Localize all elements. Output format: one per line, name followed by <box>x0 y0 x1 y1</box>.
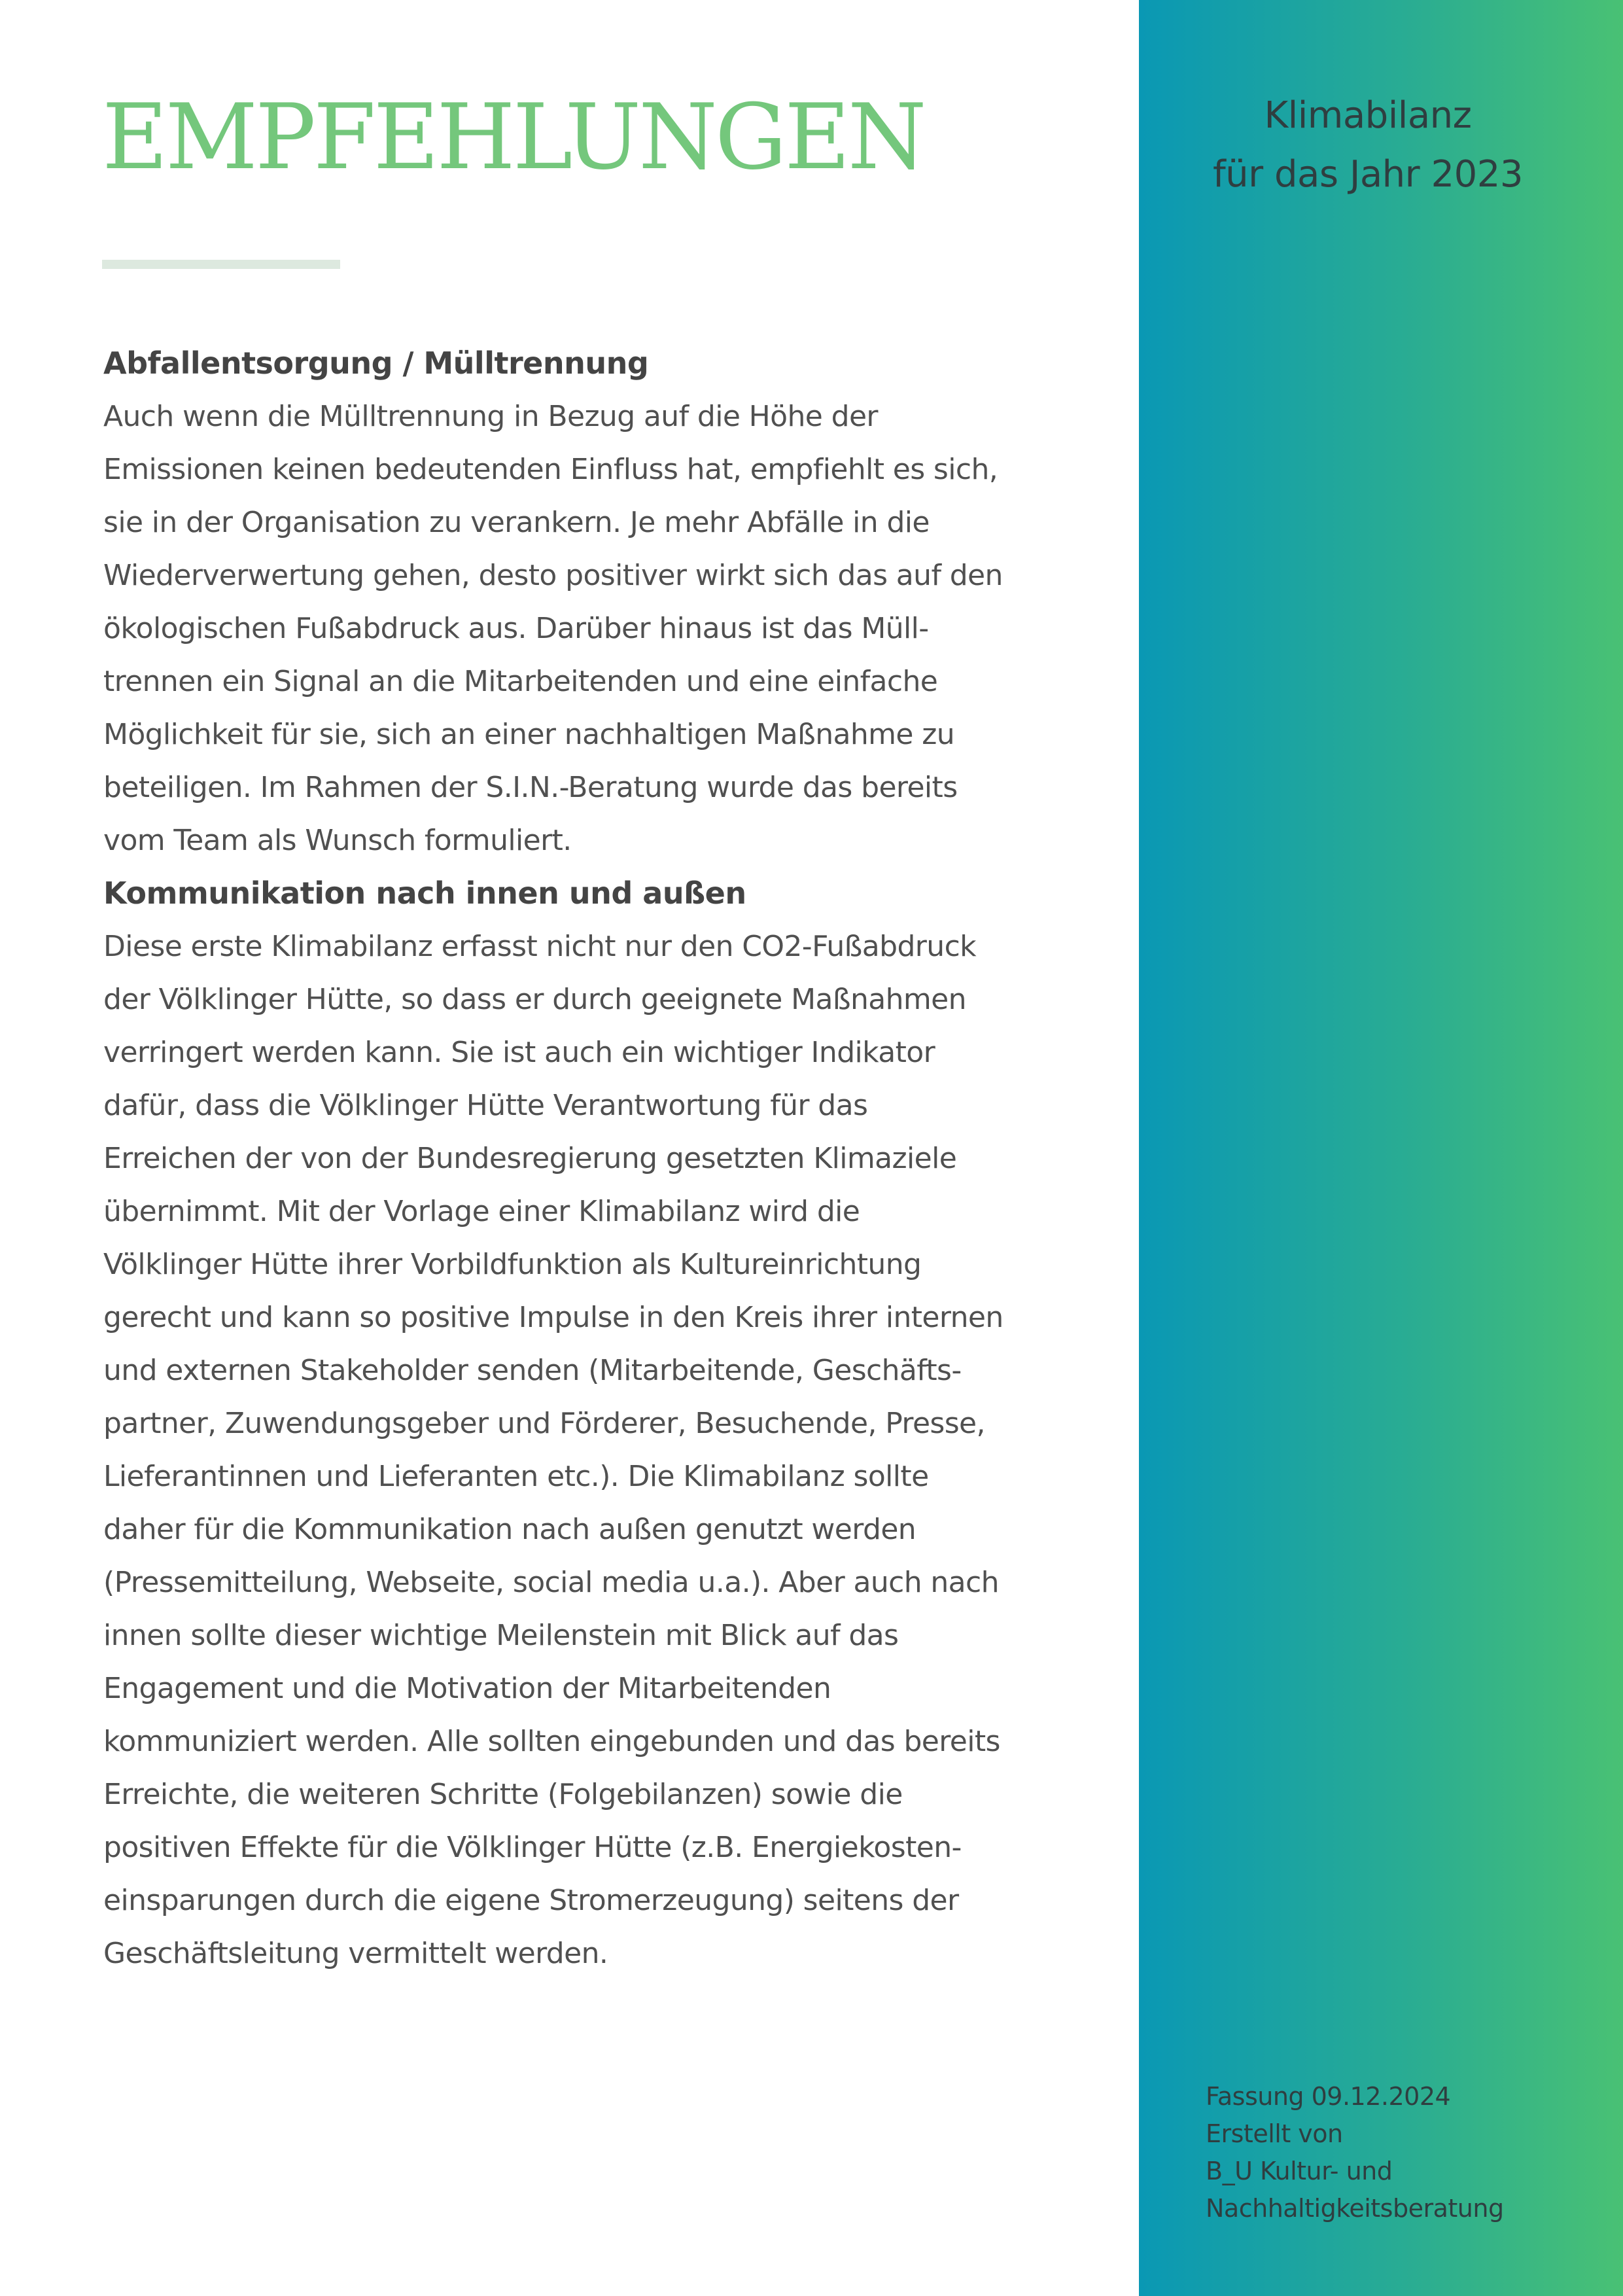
document-title-line: für das Jahr 2023 <box>1212 153 1524 196</box>
body-line: Geschäftsleitung vermittelt werden. <box>103 1937 608 1970</box>
body-line: Erreichen der von der Bundesregierung gesetzten Klimaziele <box>103 1142 957 1175</box>
body-line: Emissionen keinen bedeutenden Einfluss hat, empfiehlt es sich, <box>103 453 998 486</box>
body-line: Möglichkeit für sie, sich an einer nachhaltigen Maßnahme zu <box>103 718 955 751</box>
title-underline <box>102 260 340 269</box>
section-body <box>103 920 1111 1980</box>
body-line: innen sollte dieser wichtige Meilenstein mit Blick auf das <box>103 1619 899 1652</box>
page-title: EMPFEHLUNGEN <box>102 84 924 190</box>
body-line: trennen ein Signal an die Mitarbeitenden und eine einfache <box>103 665 938 698</box>
body-line: sie in der Organisation zu verankern. Je mehr Abfälle in die <box>103 506 930 539</box>
section-communication <box>103 867 1111 1980</box>
document-title-line: Klimabilanz <box>1264 94 1472 137</box>
body-line: positiven Effekte für die Völklinger Hütte (z.B. Energiekosten- <box>103 1831 962 1864</box>
body-line: einsparungen durch die eigene Stromerzeugung) seitens der <box>103 1884 959 1917</box>
section-heading: Kommunikation nach innen und außen <box>103 875 746 911</box>
document-title <box>1139 86 1597 204</box>
document-meta <box>1206 2078 1504 2227</box>
created-by-label: Erstellt von <box>1206 2119 1343 2148</box>
body-line: Erreichte, die weiteren Schritte (Folgebilanzen) sowie die <box>103 1778 903 1811</box>
author-line: B_U Kultur- und <box>1206 2157 1393 2185</box>
body-line: ökologischen Fußabdruck aus. Darüber hinaus ist das Müll- <box>103 612 929 645</box>
sidebar <box>1139 0 1623 2296</box>
body-line: verringert werden kann. Sie ist auch ein wichtiger Indikator <box>103 1036 935 1069</box>
body-line: der Völklinger Hütte, so dass er durch geeignete Maßnahmen <box>103 983 966 1016</box>
body-line: Lieferantinnen und Lieferanten etc.). Die Klimabilanz sollte <box>103 1460 929 1493</box>
section-body <box>103 390 1111 867</box>
body-line: Engagement und die Motivation der Mitarbeitenden <box>103 1672 831 1705</box>
author-line: Nachhaltigkeitsberatung <box>1206 2194 1504 2223</box>
main-content <box>103 337 1111 1980</box>
body-line: kommuniziert werden. Alle sollten eingebunden und das bereits <box>103 1725 1000 1758</box>
body-line: daher für die Kommunikation nach außen genutzt werden <box>103 1513 916 1546</box>
section-waste-disposal <box>103 337 1111 867</box>
body-line: Diese erste Klimabilanz erfasst nicht nur den CO2-Fußabdruck <box>103 930 977 963</box>
body-line: Wiederverwertung gehen, desto positiver wirkt sich das auf den <box>103 559 1003 592</box>
body-line: Völklinger Hütte ihrer Vorbildfunktion als Kultureinrichtung <box>103 1248 922 1281</box>
body-line: dafür, dass die Völklinger Hütte Verantwortung für das <box>103 1089 868 1122</box>
body-line: partner, Zuwendungsgeber und Förderer, Besuchende, Presse, <box>103 1407 985 1440</box>
body-line: vom Team als Wunsch formuliert. <box>103 824 572 857</box>
body-line: Auch wenn die Mülltrennung in Bezug auf die Höhe der <box>103 400 878 433</box>
body-line: beteiligen. Im Rahmen der S.I.N.-Beratung wurde das bereits <box>103 771 958 804</box>
body-line: (Pressemitteilung, Webseite, social media u.a.). Aber auch nach <box>103 1566 999 1599</box>
version-date: Fassung 09.12.2024 <box>1206 2082 1451 2111</box>
body-line: gerecht und kann so positive Impulse in den Kreis ihrer internen <box>103 1301 1003 1334</box>
section-heading: Abfallentsorgung / Mülltrennung <box>103 345 649 381</box>
body-line: übernimmt. Mit der Vorlage einer Klimabilanz wird die <box>103 1195 860 1228</box>
body-line: und externen Stakeholder senden (Mitarbeitende, Geschäfts- <box>103 1354 962 1387</box>
